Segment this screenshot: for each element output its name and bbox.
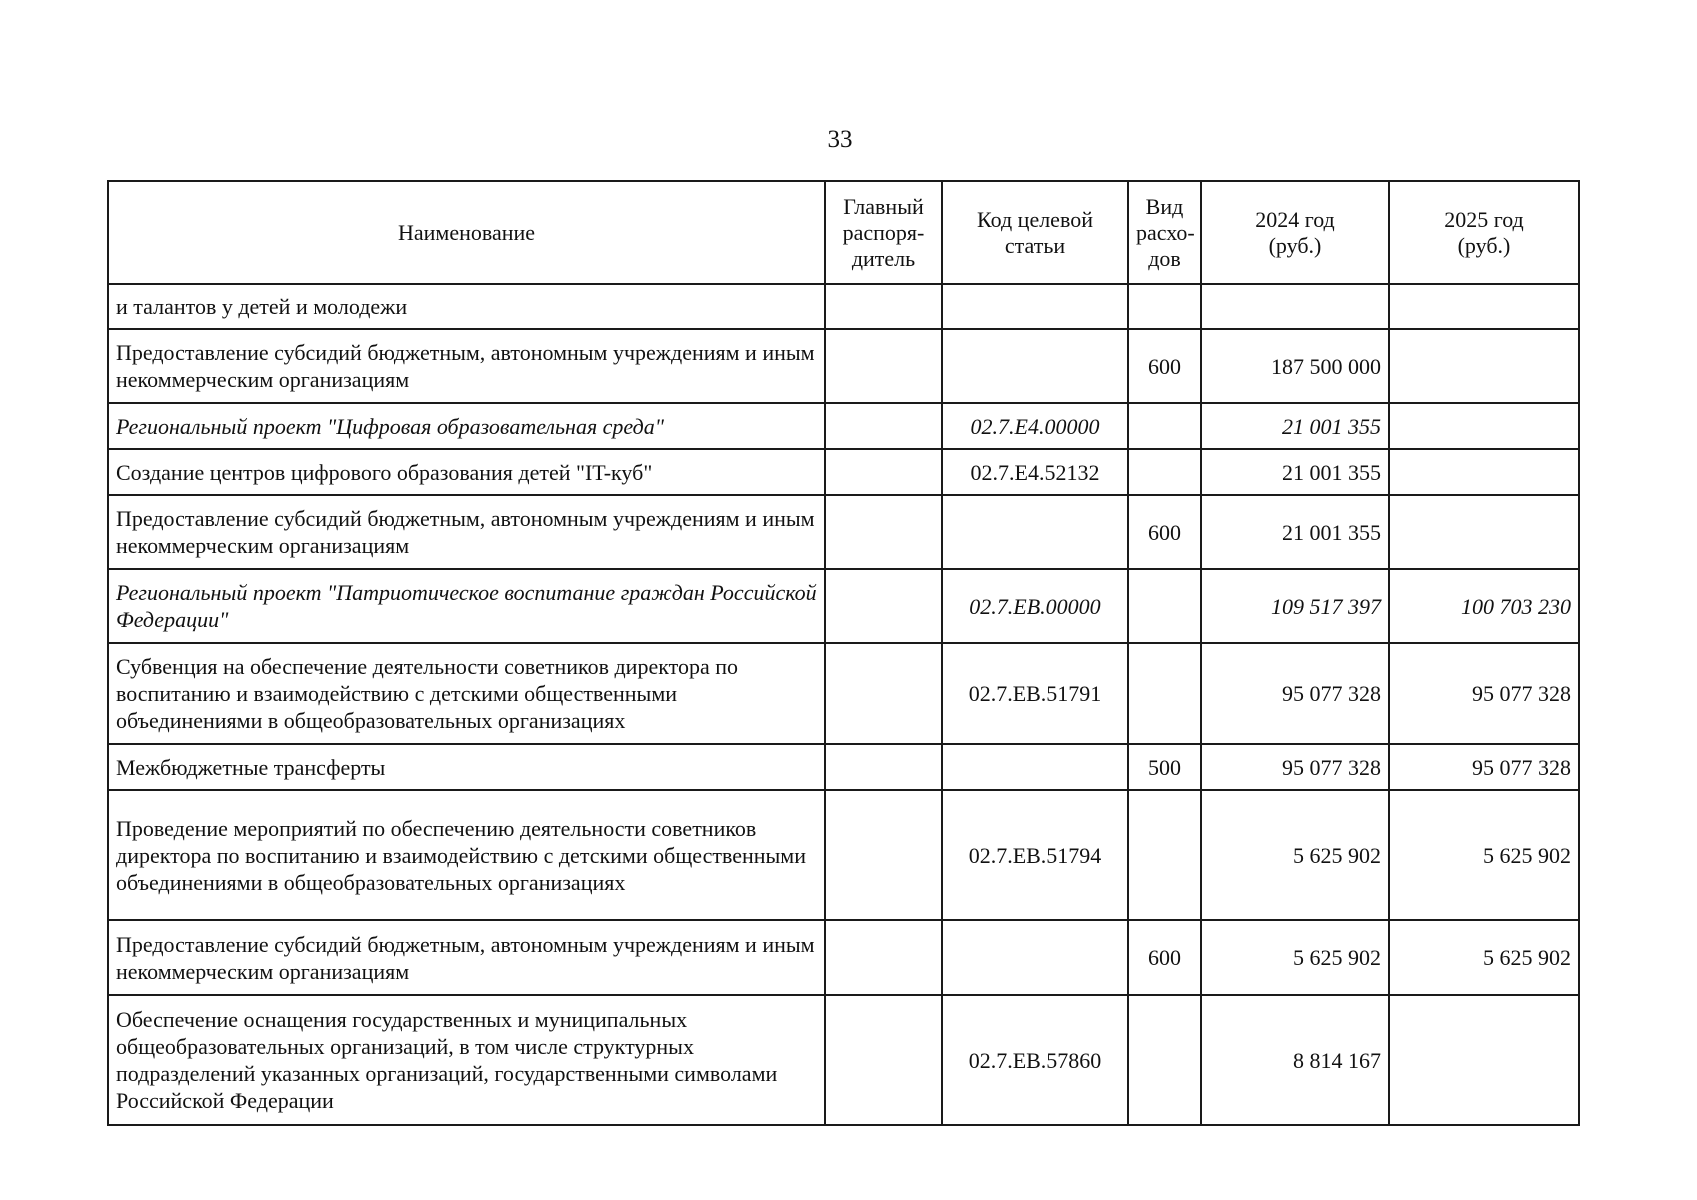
header-2025: 2025 год (руб.): [1389, 181, 1579, 284]
table-header-row: [108, 181, 1579, 284]
cell-code: 02.7.ЕВ.51791: [942, 643, 1128, 744]
cell-2024: 95 077 328: [1201, 744, 1389, 790]
cell-2025: [1389, 495, 1579, 569]
cell-2024: 21 001 355: [1201, 449, 1389, 495]
cell-manager: [825, 790, 942, 920]
cell-type: [1128, 569, 1201, 643]
cell-name: Обеспечение оснащения государственных и муниципальных общеобразовательных организаций, в том числе структурных подразделений указанных организаций, государственными символами Российской Федерации: [108, 995, 825, 1125]
table-row: [108, 920, 1579, 995]
header-code: Код целевой статьи: [942, 181, 1128, 284]
table-row: [108, 569, 1579, 643]
cell-manager: [825, 744, 942, 790]
cell-2024: 5 625 902: [1201, 920, 1389, 995]
table-row: [108, 643, 1579, 744]
cell-code: 02.7.ЕВ.51794: [942, 790, 1128, 920]
cell-2025: 95 077 328: [1389, 744, 1579, 790]
cell-type: [1128, 790, 1201, 920]
cell-name: Субвенция на обеспечение деятельности советников директора по воспитанию и взаимодействию с детскими общественными объединениями в общеобразовательных организациях: [108, 643, 825, 744]
cell-code: 02.7.Е4.52132: [942, 449, 1128, 495]
budget-table: [107, 180, 1580, 1126]
cell-2024: 187 500 000: [1201, 329, 1389, 403]
cell-type: [1128, 284, 1201, 329]
cell-name: Предоставление субсидий бюджетным, автономным учреждениям и иным некоммерческим организациям: [108, 329, 825, 403]
cell-2024: 21 001 355: [1201, 495, 1389, 569]
header-name: Наименование: [108, 181, 825, 284]
cell-name: Межбюджетные трансферты: [108, 744, 825, 790]
cell-code: [942, 284, 1128, 329]
table-row: [108, 449, 1579, 495]
cell-name: Создание центров цифрового образования детей "IT-куб": [108, 449, 825, 495]
cell-2025: 5 625 902: [1389, 920, 1579, 995]
cell-2025: 100 703 230: [1389, 569, 1579, 643]
cell-2025: [1389, 403, 1579, 449]
cell-2025: 95 077 328: [1389, 643, 1579, 744]
cell-name: Предоставление субсидий бюджетным, автономным учреждениям и иным некоммерческим организациям: [108, 495, 825, 569]
cell-name: Предоставление субсидий бюджетным, автономным учреждениям и иным некоммерческим организациям: [108, 920, 825, 995]
cell-code: [942, 744, 1128, 790]
cell-manager: [825, 569, 942, 643]
cell-type: [1128, 995, 1201, 1125]
cell-type: 500: [1128, 744, 1201, 790]
table-row: [108, 284, 1579, 329]
cell-name: Региональный проект "Патриотическое воспитание граждан Российской Федерации": [108, 569, 825, 643]
cell-manager: [825, 920, 942, 995]
cell-2025: [1389, 284, 1579, 329]
cell-2024: 109 517 397: [1201, 569, 1389, 643]
cell-name: Региональный проект "Цифровая образовательная среда": [108, 403, 825, 449]
cell-name: и талантов у детей и молодежи: [108, 284, 825, 329]
table-row: [108, 329, 1579, 403]
cell-2025: [1389, 449, 1579, 495]
cell-manager: [825, 495, 942, 569]
table-row: [108, 744, 1579, 790]
cell-manager: [825, 995, 942, 1125]
cell-type: [1128, 449, 1201, 495]
header-type: Вид расхо- дов: [1128, 181, 1201, 284]
cell-manager: [825, 329, 942, 403]
cell-code: [942, 920, 1128, 995]
cell-2025: [1389, 995, 1579, 1125]
cell-code: [942, 495, 1128, 569]
cell-2025: [1389, 329, 1579, 403]
cell-2024: 8 814 167: [1201, 995, 1389, 1125]
header-manager: Главный распоря- дитель: [825, 181, 942, 284]
cell-code: 02.7.ЕВ.00000: [942, 569, 1128, 643]
cell-code: [942, 329, 1128, 403]
cell-code: 02.7.ЕВ.57860: [942, 995, 1128, 1125]
cell-2024: 21 001 355: [1201, 403, 1389, 449]
cell-manager: [825, 284, 942, 329]
table-row: [108, 790, 1579, 920]
cell-type: 600: [1128, 920, 1201, 995]
cell-2024: [1201, 284, 1389, 329]
cell-type: [1128, 643, 1201, 744]
cell-manager: [825, 403, 942, 449]
table-row: [108, 495, 1579, 569]
cell-2025: 5 625 902: [1389, 790, 1579, 920]
table-row: [108, 403, 1579, 449]
cell-type: 600: [1128, 329, 1201, 403]
cell-type: [1128, 403, 1201, 449]
cell-code: 02.7.Е4.00000: [942, 403, 1128, 449]
cell-manager: [825, 643, 942, 744]
cell-name: Проведение мероприятий по обеспечению деятельности советников директора по воспитанию и взаимодействию с детскими общественными объединениями в общеобразовательных организациях: [108, 790, 825, 920]
table-row: [108, 995, 1579, 1125]
cell-2024: 5 625 902: [1201, 790, 1389, 920]
page-number: 33: [827, 126, 853, 153]
cell-manager: [825, 449, 942, 495]
header-2024: 2024 год (руб.): [1201, 181, 1389, 284]
cell-2024: 95 077 328: [1201, 643, 1389, 744]
cell-type: 600: [1128, 495, 1201, 569]
